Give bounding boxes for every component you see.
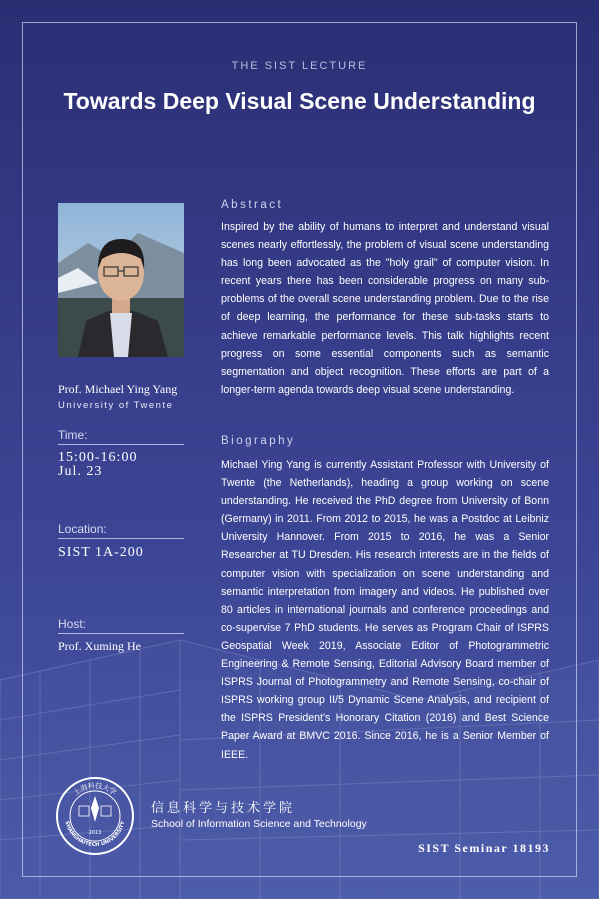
seal-chinese-text: 上海科技大学 <box>72 781 118 797</box>
seal-year: 2013 <box>88 830 102 836</box>
lecture-series-label: THE SIST LECTURE <box>231 60 368 72</box>
speaker-affiliation: University of Twente <box>58 400 174 411</box>
host-value: Prof. Xuming He <box>58 639 141 653</box>
date: Jul. 23 <box>58 464 103 479</box>
seminar-number: SIST Seminar 18193 <box>418 841 550 855</box>
abstract-text: Inspired by the ability of humans to interpret and understand visual scenes nearly effortlessly, the problem of visual scene understanding has long been advocated as the "holy grail" of computer vision. In recent years there has been considerable progress on many sub-problems of the overall scene understanding problem. Due to the rise of deep learning, the performance for these sub-tasks starts to achieve remarkable performance levels. This talk highlights recent progress on some essential components such as semantic segmentation and object recognition. These efforts are part of a longer-term agenda towards deep visual scene understanding. <box>221 221 549 396</box>
time-range: 15:00-16:00 <box>58 450 138 465</box>
speaker-photo <box>58 203 184 357</box>
school-name-chinese: 信息科学与技术学院 <box>151 800 296 815</box>
speaker-name: Prof. Michael Ying Yang <box>58 382 178 396</box>
time-label: Time: <box>58 428 184 445</box>
school-name-english: School of Information Science and Technology <box>151 818 367 830</box>
lecture-title: Towards Deep Visual Scene Understanding <box>63 88 536 114</box>
biography-heading: Biography <box>221 435 296 447</box>
abstract-heading: Abstract <box>221 199 284 211</box>
seal-english-text: SHANGHAITECH UNIVERSITY <box>63 820 127 849</box>
biography-text: Michael Ying Yang is currently Assistant Professor with University of Twente (the Netherlands), heading a group working on scene understanding. He received the PhD degree from University of Bonn (Germany) in 2011. From 2012 to 2015, he was a Postdoc at Leibniz University Hannover. From 2015 to 2016, he was a Senior Researcher at TU Dresden. His research interests are in the fields of computer vision with specialization on scene understanding and semantic interpretation from imagery and videos. He published over 80 articles in international journals and conference proceedings and co-supervise 7 PhD students. He serves as Program Chair of ISPRS Geospatial Week 2019, Associate Editor of Photogrammetric Engineering & Remote Sensing, Editorial Advisory Board member of ISPRS Journal of Photogrammetry and Remote Sensing, co-chair of ISPRS working group II/5 Dynamic Scene Analysis, and recipient of the ISPRS President's Honorary Citation (2016) and Best Science Paper Award at BMVC 2016. Since 2016, he is a Senior Member of IEEE. <box>221 459 549 761</box>
university-seal-logo <box>55 776 135 856</box>
location-label: Location: <box>58 522 184 539</box>
svg-text:上海科技大学 <box>72 781 119 797</box>
host-label: Host: <box>58 617 184 634</box>
location-value: SIST 1A-200 <box>58 545 144 560</box>
